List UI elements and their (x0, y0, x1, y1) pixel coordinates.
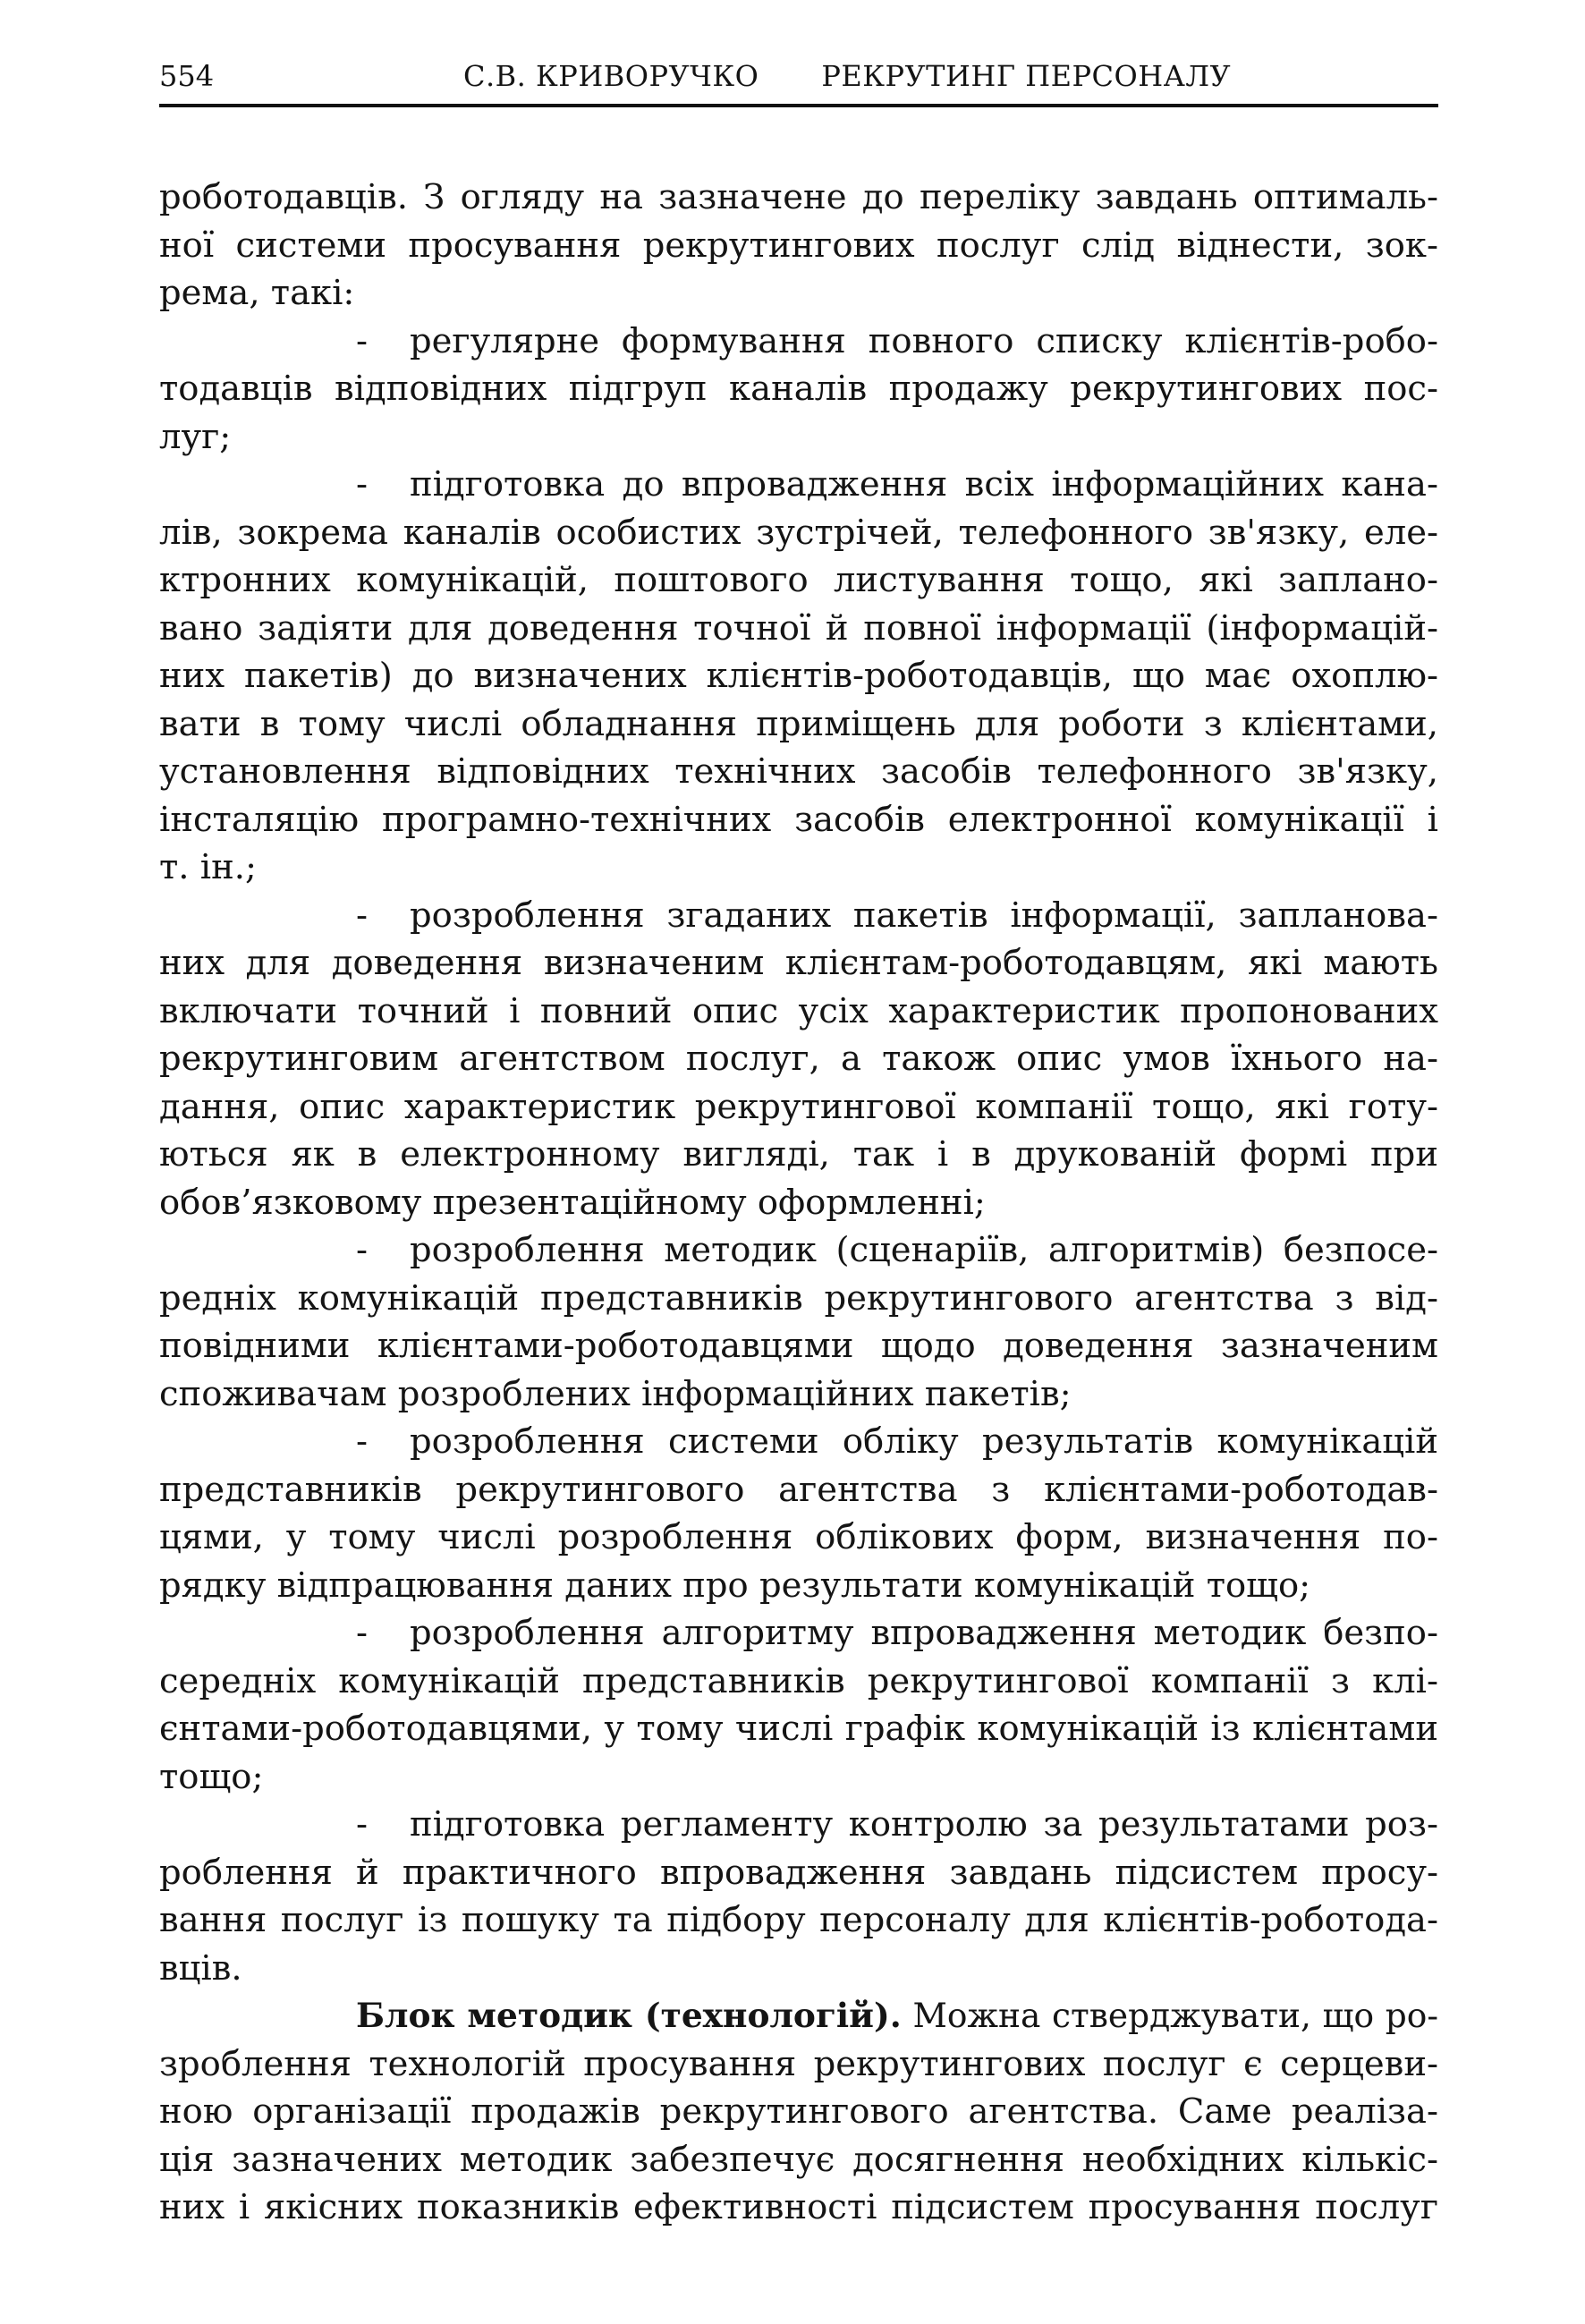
text-line: споживачам розроблених інформаційних пакетів; (159, 1373, 1072, 1414)
text-line: дання, опис характеристик рекрутингової компанії тощо, які готу- (159, 1086, 1438, 1127)
text-line: повідними клієнтами-роботодавцями щодо доведення зазначеним (159, 1326, 1438, 1366)
text-line: єнтами-роботодавцями, у тому числі графік комунікацій із клієнтами (159, 1709, 1438, 1749)
text-line: ної системи просування рекрутингових послуг слід віднести, зок- (159, 225, 1438, 266)
text-line: підготовка регламенту контролю за результатами роз- (410, 1804, 1438, 1845)
text-line: регулярне формування повного списку клієнтів-робо- (410, 320, 1438, 361)
bullet-dash: - (356, 1613, 369, 1653)
bullet-dash: - (356, 320, 369, 361)
text-line: рядку відпрацювання даних про результати комунікацій тощо; (159, 1565, 1311, 1606)
text-line: розроблення алгоритму впровадження методик безпо- (410, 1613, 1438, 1653)
text-line: середніх комунікацій представників рекрутингової компанії з клі- (159, 1660, 1438, 1701)
text-line: них і якісних показників ефективності підсистем просування послуг (159, 2187, 1438, 2227)
text-line: рема, такі: (159, 273, 355, 313)
text-line: лів, зокрема каналів особистих зустрічей, телефонного зв'язку, еле- (159, 512, 1438, 553)
text-line: ною організації продажів рекрутингового агентства. Саме реаліза- (159, 2091, 1438, 2132)
paragraph-start-line (159, 1992, 1438, 2040)
running-header (463, 59, 1231, 93)
list-item-line (159, 461, 1438, 509)
text-line: ються як в електронному вигляді, так і в друкованій формі при (159, 1134, 1438, 1175)
text-line: зроблення технологій просування рекрутингових послуг є серцеви- (159, 2043, 1438, 2084)
list-item-line (159, 892, 1438, 940)
text-line: роблення й практичного впровадження завдань підсистем просу- (159, 1852, 1438, 1893)
text-line: розроблення згаданих пакетів інформації, запланова- (410, 895, 1438, 936)
text-line: розроблення методик (сценаріїв, алгоритмів) безпосе- (410, 1230, 1438, 1270)
text-line: розроблення системи обліку результатів комунікацій (410, 1421, 1438, 1462)
text-line: вання послуг із пошуку та підбору персоналу для клієнтів-роботода- (159, 1900, 1438, 1940)
text-line: вано задіяти для доведення точної й повної інформації (інформацій- (159, 607, 1438, 649)
text-line: інсталяцію програмно-технічних засобів електронної комунікації і (159, 799, 1438, 840)
text-line: вати в тому числі обладнання приміщень для роботи з клієнтами, (159, 703, 1438, 744)
list-item-line (159, 1801, 1438, 1849)
text-line: підготовка до впровадження всіх інформаційних кана- (410, 464, 1438, 505)
text-line: установлення відповідних технічних засобів телефонного зв'язку, (159, 751, 1438, 792)
text-line: обов’язковому презентаційному оформленні; (159, 1182, 986, 1223)
list-item-line (159, 1226, 1438, 1275)
text-line: ктронних комунікацій, поштового листування тощо, які заплано- (159, 560, 1438, 600)
bullet-dash: - (356, 464, 369, 505)
text-line: включати точний і повний опис усіх характеристик пропонованих (159, 990, 1438, 1031)
text-line: тощо; (159, 1756, 264, 1797)
text-line: редніх комунікацій представників рекрутингового агентства з від- (159, 1277, 1438, 1319)
list-item-line (159, 318, 1438, 366)
text-line: тодавців відповідних підгруп каналів продажу рекрутингових пос- (159, 369, 1438, 409)
text-line: них пакетів) до визначених клієнтів-роботодавців, що має охоплю- (159, 656, 1438, 696)
bullet-dash: - (356, 1804, 369, 1845)
text-line: цями, у тому числі розроблення облікових форм, визначення по- (159, 1517, 1438, 1557)
text-line: них для доведення визначеним клієнтам-роботодавцям, які мають (159, 943, 1438, 983)
text-line: роботодавців. З огляду на зазначене до переліку завдань оптималь- (159, 177, 1438, 217)
body-text (159, 174, 1438, 2232)
book-title: РЕКРУТИНГ ПЕРСОНАЛУ (821, 59, 1232, 93)
page-header (159, 50, 1438, 107)
list-item-line (159, 1418, 1438, 1466)
text-line: луг; (159, 416, 232, 457)
text-line: представників рекрутингового агентства з клієнтами-роботодав- (159, 1469, 1438, 1510)
author-name: С.В. КРИВОРУЧКО (463, 59, 759, 93)
text-line: рекрутинговим агентством послуг, а також опис умов їхнього на- (159, 1039, 1438, 1079)
text-line: ція зазначених методик забезпечує досягнення необхідних кількіс- (159, 2139, 1438, 2180)
text-line: вців. (159, 1947, 242, 1989)
text-line: т. ін.; (159, 847, 257, 887)
text-line: Можна стверджувати, що ро- (912, 1996, 1438, 2035)
bullet-dash: - (356, 895, 369, 936)
page-number: 554 (159, 59, 215, 93)
block-heading: Блок методик (технологій). (356, 1996, 902, 2035)
list-item-line (159, 1609, 1438, 1658)
bullet-dash: - (356, 1421, 369, 1462)
bullet-dash: - (356, 1230, 369, 1270)
